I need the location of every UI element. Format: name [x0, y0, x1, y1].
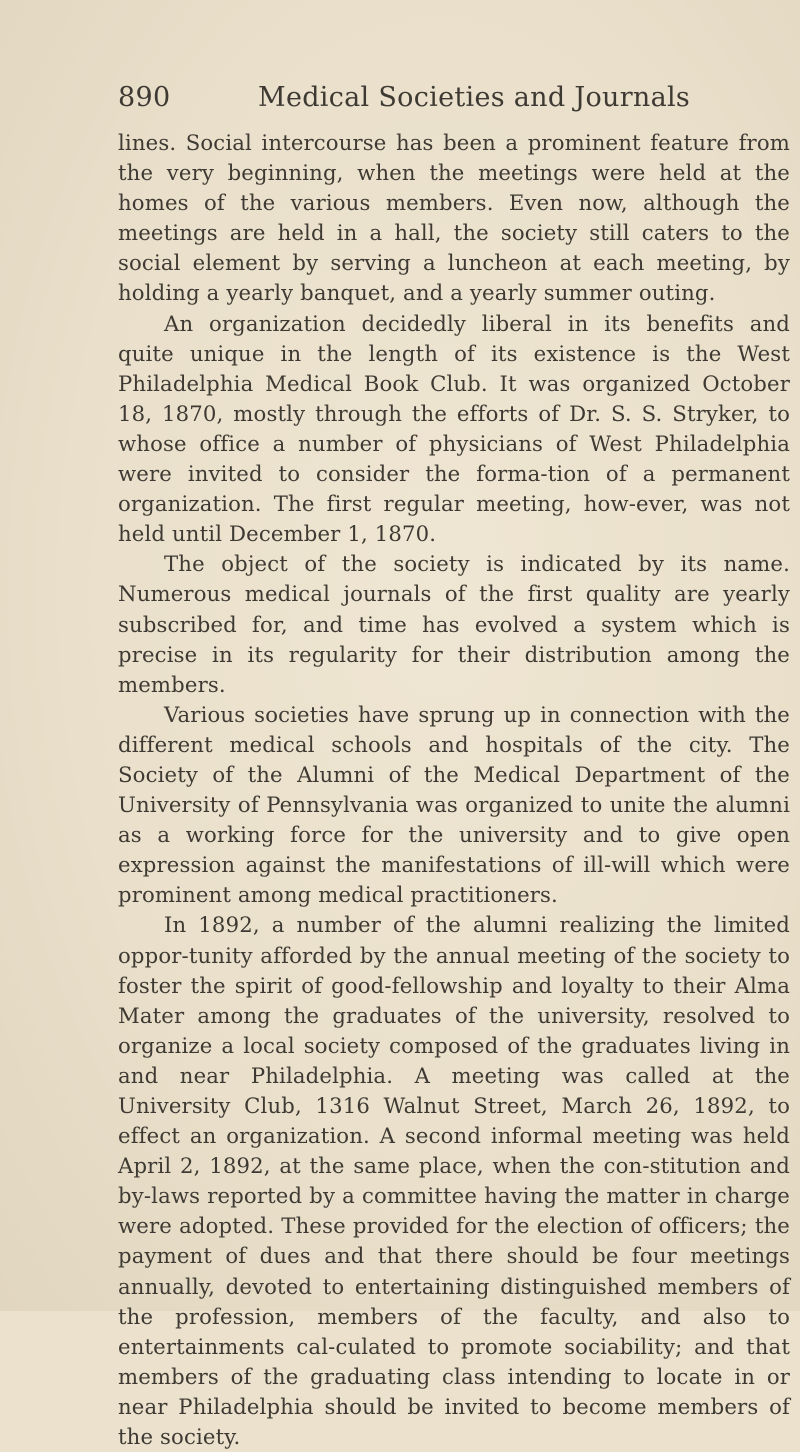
running-head-title: Medical Societies and Journals — [258, 82, 691, 113]
running-head — [118, 82, 718, 122]
paragraph: The object of the society is indicated by its name. Numerous medical journals of the first quality are yearly subscribed for, and time has evolved a system which is precise in its regularity for their distribution among the members. — [118, 551, 790, 697]
body-text — [118, 128, 790, 1452]
page-number: 890 — [118, 82, 171, 113]
paragraph: In 1892, a number of the alumni realizing the limited oppor-tunity afforded by the annual meeting of the society to foster the spirit of good-fellowship and loyalty to their Alma Mater among the graduates of the university, resolved to organize a local society composed of the graduates living in and near Philadelphia. A meeting was called at the University Club, 1316 Walnut Street, March 26, 1892, to effect an organization. A second informal meeting was held April 2, 1892, at the same place, when the con-stitution and by-laws reported by a committee having the matter in charge were adopted. These provided for the election of officers; the payment of dues and that there should be four meetings annually, devoted to entertaining distinguished members of the profession, members of the faculty, and also to entertainments cal-culated to promote sociability; and that members of the graduating class intending to locate in or near Philadelphia should be invited to become members of the society. — [118, 912, 790, 1450]
paragraph-continued: lines. Social intercourse has been a prominent feature from the very beginning, when the meetings were held at the homes of the various members. Even now, although the meetings are held in a hall, the society still caters to the social element by serving a luncheon at each meeting, by holding a yearly banquet, and a yearly summer outing. — [118, 130, 790, 306]
paragraph: Various societies have sprung up in connection with the different medical schools and hospitals of the city. The Society of the Alumni of the Medical Department of the University of Pennsylvania was organized to unite the alumni as a working force for the university and to give open expression against the manifestations of ill-will which were prominent among medical practitioners. — [118, 701, 790, 908]
paragraph: An organization decidedly liberal in its benefits and quite unique in the length of its existence is the West Philadelphia Medical Book Club. It was organized October 18, 1870, mostly through the efforts of Dr. S. S. Stryker, to whose office a number of physicians of West Philadelphia were invited to consider the forma-tion of a permanent organization. The first regular meeting, how-ever, was not held until December 1, 1870. — [118, 310, 790, 547]
